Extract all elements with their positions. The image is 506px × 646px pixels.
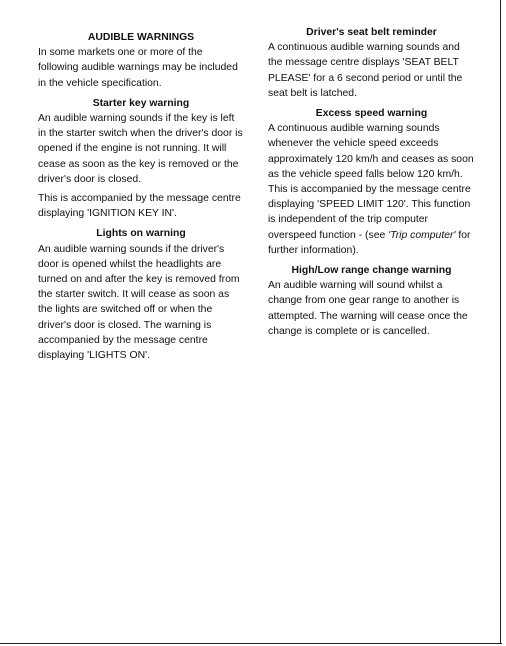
trip-computer-reference: 'Trip computer' bbox=[388, 229, 456, 241]
excess-speed-heading: Excess speed warning bbox=[315, 108, 428, 120]
excess-speed-text-end: for further information). bbox=[268, 229, 471, 256]
seat-belt-text: A continuous audible warning sounds and the message centre displays 'SEAT BELT PLEASE' for a 6 second period or until the seat belt is latched. bbox=[268, 42, 463, 99]
lights-on-section bbox=[38, 226, 244, 363]
left-column bbox=[38, 30, 244, 363]
page-edge-right bbox=[500, 0, 501, 644]
lights-on-text: An audible warning sounds if the driver's door is opened whilst the headlights are turned on and after the key is removed from the starter switch. It will cease as soon as the lights are switched off or when the driver's door is closed. The warning is accompanied by the message centre displaying 'LIGHTS ON'. bbox=[38, 243, 240, 362]
starter-key-text: An audible warning sounds if the key is left in the starter switch when the driver's door is opened if the engine is not running. It will cease as soon as the key is removed or the driver's door is closed. bbox=[38, 113, 243, 185]
starter-key-heading: Starter key warning bbox=[92, 97, 190, 109]
seat-belt-section bbox=[268, 25, 475, 101]
right-column bbox=[268, 25, 475, 339]
starter-key-section bbox=[38, 96, 244, 222]
range-change-heading: High/Low range change warning bbox=[291, 265, 452, 277]
range-change-section bbox=[268, 263, 475, 339]
audible-warnings-text: In some markets one or more of the following audible warnings may be included in the vehicle specification. bbox=[38, 47, 238, 89]
excess-speed-text-start: A continuous audible warning sounds whenever the vehicle speed exceeds approximately 120 km/h and ceases as soon as the vehicle speed falls below 120 km/h. This is accompanied by the message centre displaying 'SPEED LIMIT 120'. This function is independent of the trip computer overspeed function - (see bbox=[268, 123, 474, 241]
range-change-text: An audible warning will sound whilst a change from one gear range to another is attempted. The warning will cease once the change is complete or is cancelled. bbox=[268, 280, 468, 337]
starter-key-text-2: This is accompanied by the message centre displaying 'IGNITION KEY IN'. bbox=[38, 193, 241, 220]
lights-on-heading: Lights on warning bbox=[96, 228, 186, 240]
seat-belt-heading: Driver's seat belt reminder bbox=[306, 27, 437, 38]
excess-speed-text bbox=[268, 121, 475, 258]
audible-warnings-section bbox=[38, 30, 244, 91]
excess-speed-section bbox=[268, 106, 475, 258]
audible-warnings-heading: AUDIBLE WARNINGS bbox=[87, 32, 195, 43]
page-edge-bottom bbox=[0, 643, 502, 644]
